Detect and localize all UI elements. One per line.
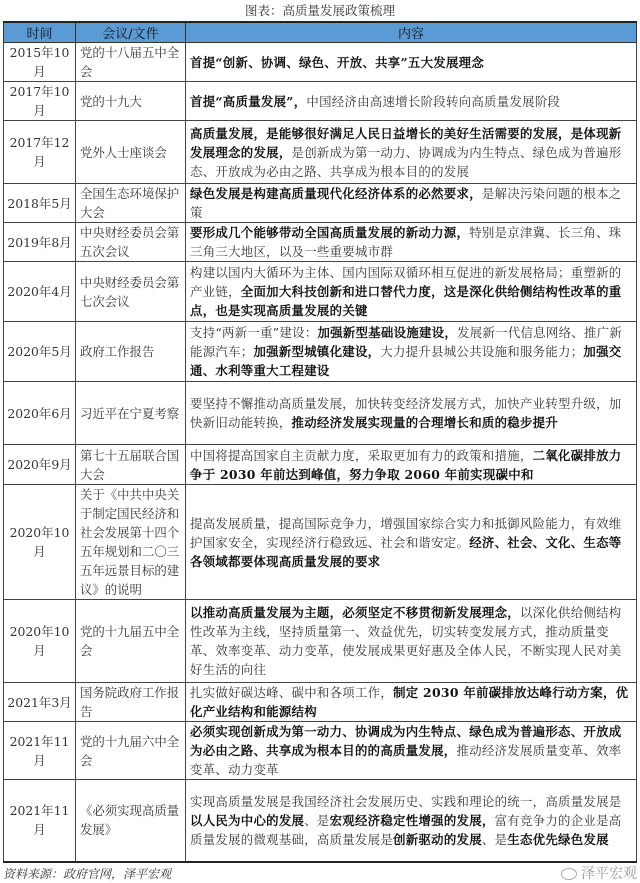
content-emphasis: 创新驱动的发展 [393,831,482,847]
content-text: 扎实做好碳达峰、碳中和各项工作， [190,685,394,700]
table-row [4,121,637,184]
meeting-cell: 关于《中共中央关于制定国民经济和社会发展第十四个五年规划和二〇三五年远景目标的建议》的说明 [76,485,186,600]
header-content: 内容 [186,22,637,43]
content-emphasis: 以人民为中心的发展 [190,812,305,828]
meeting-cell: 《必须实现高质量发展》 [76,780,186,862]
content-emphasis: 生态优先绿色发展 [507,831,609,847]
content-cell [186,445,637,485]
table-row [4,683,637,722]
table-row [4,223,637,262]
content-text: 支持“两新一重”建设： [190,325,318,340]
table-header-row [4,22,637,43]
date-cell: 2021年3月 [4,683,76,722]
date-cell: 2020年9月 [4,445,76,485]
content-emphasis: 二氧化碳排放力争于 2030 年前达到峰值，努力争取 2060 年前实现碳中和 [190,447,622,482]
content-emphasis: 高质量发展，是能够很好满足人民日益增长的美好生活需要的发展，是体现新发展理念的发展， [190,125,622,160]
content-cell [186,780,637,862]
content-emphasis: 推动经济发展实现量的合理增长和质的稳步提升 [291,415,559,430]
policy-table [3,21,637,863]
content-emphasis: 加强新型基础设施建设， [317,325,458,340]
meeting-cell: 党的十九届五中全会 [76,600,186,683]
content-cell [186,382,637,445]
content-text: 提高发展质量，提高国际竞争力，增强国家综合实力和抵御风险能力，有效维护国家安全，实现经济行稳致远、社会和谐安定。 [190,515,622,550]
source-note: 资料来源：政府官网，泽平宏观 [3,866,172,881]
content-text: 、是 [481,831,508,847]
content-cell [186,223,637,262]
footer [3,865,637,883]
table-row [4,382,637,445]
table-row [4,322,637,382]
content-text: 、是 [304,812,330,828]
content-emphasis: 加强新型城镇化建设， [253,344,381,359]
content-text: 特别是京津冀、长三角、珠三角三大地区，以及一些重要城市群 [190,225,622,259]
content-emphasis: 加强交通、水利等重大工程建设 [190,344,622,378]
content-text: 要坚持不懈推动高质量发展，加快转变经济发展方式，加快产业转型升级，加快新旧动能转换， [190,396,622,430]
header-meeting: 会议/文件 [76,22,186,43]
content-cell [186,485,637,600]
content-emphasis: 经济、社会、文化、生态等各领域都要体现高质量发展的要求 [190,534,622,569]
table-row [4,82,637,121]
content-emphasis: 首提“高质量发展”， [190,93,307,109]
date-cell: 2017年10月 [4,82,76,121]
meeting-cell: 党的十九大 [76,82,186,121]
date-cell: 2015年10月 [4,43,76,82]
content-emphasis: 制定 2030 年前碳排放达峰行动方案，优化产业结构和能源结构 [190,685,629,719]
meeting-cell: 第七十五届联合国大会 [76,445,186,485]
date-cell: 2021年11月 [4,780,76,862]
content-cell [186,82,637,121]
content-emphasis: 要形成几个能够带动全国高质量发展的新动力源， [190,225,470,240]
meeting-cell: 习近平在宁夏考察 [76,382,186,445]
table-title: 图表：高质量发展政策梳理 [244,3,395,18]
date-cell: 2018年5月 [4,184,76,223]
date-cell: 2021年11月 [4,722,76,780]
content-emphasis: 绿色发展是构建高质量现代化经济体系的必然要求， [190,186,482,201]
content-text: 中国将提高国家自主贡献力度，采取更加有力的政策和措施， [190,447,533,463]
watermark [561,865,637,883]
table-body [4,43,637,862]
date-cell: 2020年10月 [4,485,76,600]
content-text: 是解决污染问题的根本之策 [190,186,622,220]
table-row [4,43,637,82]
date-cell: 2020年5月 [4,322,76,382]
content-cell [186,43,637,82]
date-cell: 2017年12月 [4,121,76,184]
date-cell: 2020年4月 [4,262,76,322]
meeting-cell: 国务院政府工作报告 [76,683,186,722]
content-text: 发展新一代信息网络、推广新能源汽车； [190,325,623,359]
content-cell [186,184,637,223]
content-text: 以深化供给侧结构性改革为主线，坚持质量第一、效益优先，切实转变发展方式，推动质量变革、效率变革、动力变革，使发展成果更好惠及全体人民，不断实现人民对美好生活的向往 [190,605,622,677]
content-cell [186,322,637,382]
meeting-cell: 党的十九届六中全会 [76,722,186,780]
content-text: 是创新成为第一动力、协调成为内生特点、绿色成为普遍形态、开放成为必由之路、共享成为根本目的的发展 [190,144,622,179]
table-row [4,600,637,683]
table-row [4,262,637,322]
content-cell [186,683,637,722]
table-row [4,485,637,600]
meeting-cell: 政府工作报告 [76,322,186,382]
table-row [4,722,637,780]
content-cell [186,262,637,322]
meeting-cell: 中央财经委员会第五次会议 [76,223,186,262]
content-emphasis: 宏观经济稳定性增强的发展， [329,812,495,828]
date-cell: 2020年10月 [4,600,76,683]
content-cell [186,121,637,184]
date-cell: 2020年6月 [4,382,76,445]
content-text: 富有竞争力的企业是高质量发展的微观基础，高质量发展是 [190,812,622,847]
content-emphasis: 首提“创新、协调、绿色、开放、共享”五大发展理念 [190,54,485,70]
table-row [4,780,637,862]
wechat-icon [561,868,577,880]
header-time: 时间 [4,22,76,43]
table-row [4,184,637,223]
content-cell [186,600,637,683]
meeting-cell: 党的十八届五中全会 [76,43,186,82]
meeting-cell: 党外人士座谈会 [76,121,186,184]
content-emphasis: 全面加大科技创新和进口替代力度，这是深化供给侧结构性改革的重点，也是实现高质量发展的关键 [190,284,622,318]
content-cell [186,722,637,780]
content-text: 中国经济由高速增长阶段转向高质量发展阶段 [306,93,561,109]
content-text: 大力提升县城公共设施和服务能力； [380,344,584,359]
table-row [4,445,637,485]
watermark-text: 泽平宏观 [581,865,637,882]
content-emphasis: 必须实现创新成为第一动力、协调成为内生特点、绿色成为普遍形态、开放成为必由之路、共享成为根本目的的高质量发展， [190,724,622,758]
content-text: 构建以国内大循环为主体、国内国际双循环相互促进的新发展格局；重塑新的产业链， [190,265,622,299]
meeting-cell: 全国生态环境保护大会 [76,184,186,223]
content-text: 推动经济发展质量变革、效率变革、动力变革 [190,743,622,777]
content-emphasis: 以推动高质量发展为主题，必须坚定不移贯彻新发展理念， [190,605,520,620]
content-text: 实现高质量发展是我国经济社会发展历史、实践和理论的统一，高质量发展是 [190,793,622,809]
date-cell: 2019年8月 [4,223,76,262]
meeting-cell: 中央财经委员会第七次会议 [76,262,186,322]
